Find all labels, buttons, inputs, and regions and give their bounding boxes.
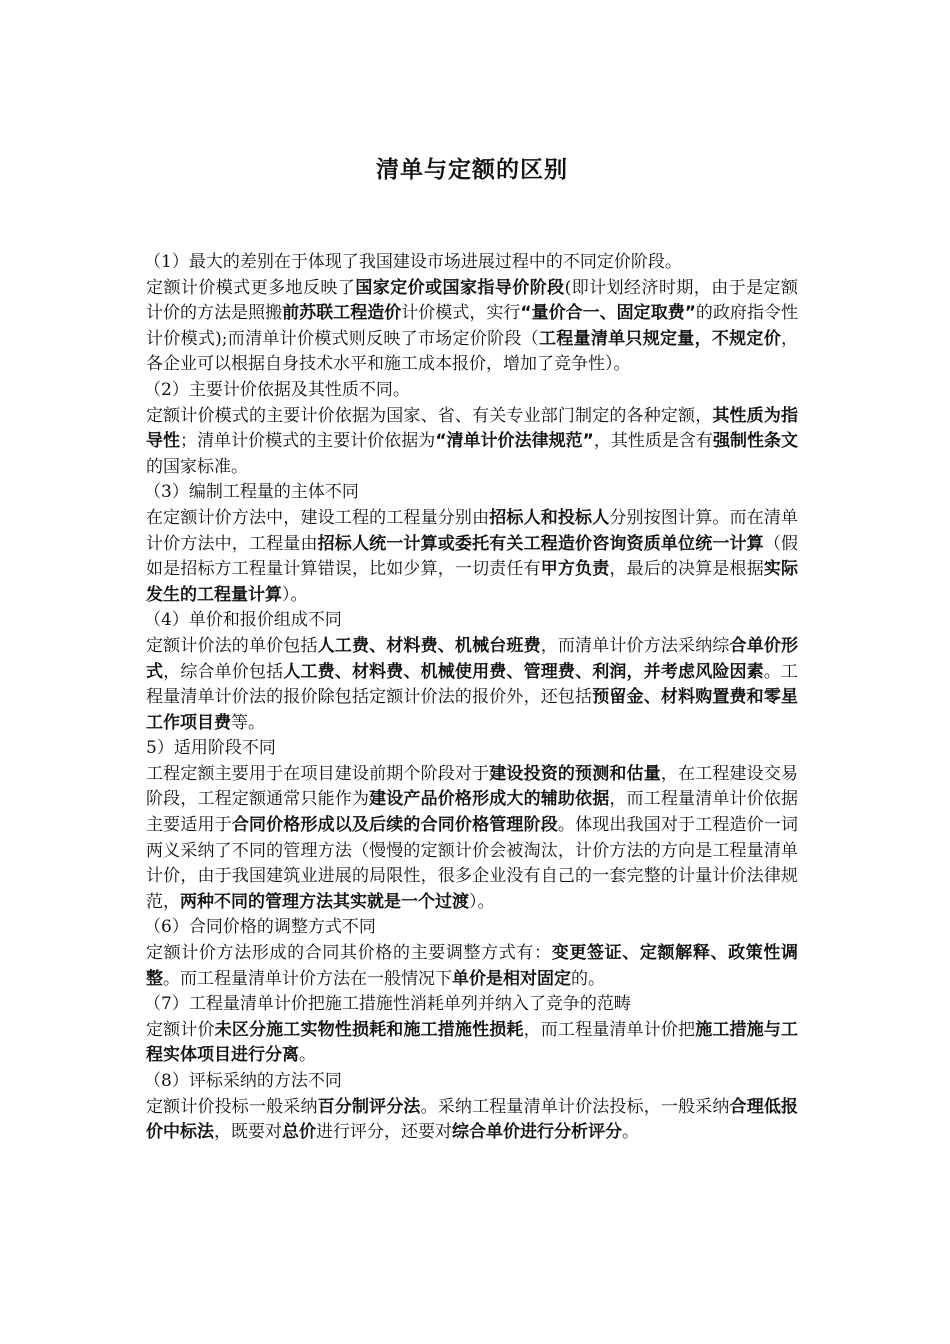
text-run: 。体现出我国对于工程造价一词两义采纳了不同的管理方法（慢慢的定额计价会被淘汰，计价方法的方向是工程量清单计价，由于我国建筑业进展的局限性，很多企业没有自己的一套完整的计量计价法律规范， bbox=[146, 815, 799, 912]
text-run: 定额计价法的单价包括 bbox=[146, 635, 318, 656]
text-run: ，而工程量清单计价把 bbox=[523, 1019, 696, 1040]
section-paragraph bbox=[146, 1018, 798, 1069]
text-run: 分别按图计算。而在清单计价方法中，工程量由 bbox=[146, 507, 799, 554]
bold-text-run: 人工费、材料费、机械台班费 bbox=[317, 635, 541, 656]
document-page bbox=[146, 150, 798, 1146]
bold-text-run: 甲方负责 bbox=[540, 559, 610, 580]
bold-text-run: 人工费、材料费、机械使用费、管理费、利润，并考虑风险因素 bbox=[283, 661, 764, 682]
section-paragraph bbox=[146, 1095, 798, 1146]
bold-text-run: 招标人统一计算或委托有关工程造价咨询资质单位统一计算 bbox=[317, 533, 764, 554]
section-heading: （8）评标采纳的方法不同 bbox=[144, 1071, 342, 1091]
section-heading: （1）最大的差别在于体现了我国建设市场进展过程中的不同定价阶段。 bbox=[144, 252, 682, 272]
text-run: ，在工程建设交易阶段，工程定额通常只能作为 bbox=[146, 763, 799, 810]
text-run: ，最后的决算是根据 bbox=[609, 559, 764, 580]
text-run: 。工程量清单计价法的报价除包括定额计价法的报价外，还包括 bbox=[146, 661, 799, 708]
bold-text-run: 其性质为指导性 bbox=[146, 405, 799, 452]
bold-text-run: 总价 bbox=[282, 1122, 316, 1143]
text-run: 定额计价投标一般采纳 bbox=[146, 1096, 318, 1117]
text-run: 的国家标准。 bbox=[146, 456, 248, 477]
section-paragraph bbox=[146, 762, 798, 916]
bold-text-run: 预留金、材料购置费和零星工作项目费 bbox=[146, 687, 799, 733]
bold-text-run: 施工措施与工程实体项目进行分离 bbox=[146, 1019, 799, 1066]
bold-text-run: 国家定价或国家指导价阶段 bbox=[355, 277, 565, 298]
text-run: 工程定额主要用于在项目建设前期个阶段对于 bbox=[146, 763, 490, 784]
text-run: 等。 bbox=[231, 712, 265, 733]
bold-text-run: 前苏联工程造价 bbox=[282, 303, 402, 324]
bold-text-run: 综合单价进行分析评分 bbox=[452, 1122, 622, 1143]
document-body bbox=[146, 250, 798, 1146]
text-run: 定额计价模式更多地反映了 bbox=[146, 277, 356, 298]
bold-text-run: “量价合一、固定取费” bbox=[520, 303, 696, 324]
text-run: ，综合单价包括 bbox=[163, 661, 284, 682]
bold-text-run: 单价是相对固定 bbox=[452, 968, 571, 989]
section-paragraph bbox=[146, 941, 798, 992]
text-run: ；清单计价模式的主要计价依据为 bbox=[180, 431, 436, 452]
section-heading: （3）编制工程量的主体不同 bbox=[144, 482, 359, 503]
bold-text-run: 工程量清单只规定量，不规定价 bbox=[538, 328, 782, 349]
bold-text-run: 建设投资的预测和估量 bbox=[489, 763, 661, 784]
document-title: 清单与定额的区别 bbox=[376, 157, 568, 183]
section-heading: （2）主要计价依据及其性质不同。 bbox=[144, 379, 410, 400]
bold-text-run: “清单计价法律规范” bbox=[435, 431, 594, 452]
text-run: 计价模式，实行 bbox=[401, 303, 521, 324]
section-paragraph bbox=[146, 634, 798, 736]
bold-text-run: 强制性条文 bbox=[712, 431, 799, 452]
text-run: 的。 bbox=[571, 968, 605, 989]
text-run: ，而清单计价方法采纳综 bbox=[540, 635, 730, 656]
text-run: (即计划经济时期，由于是定额计价的方法是照搬 bbox=[146, 277, 799, 324]
bold-text-run: 实际发生的工程量计算 bbox=[146, 559, 799, 605]
text-run: ，各企业可以根据自身技术水平和施工成本报价，增加了竞争性）。 bbox=[146, 328, 799, 375]
section-paragraph bbox=[146, 506, 798, 608]
text-run: 。而工程量清单计价方法在一般情况下 bbox=[163, 968, 452, 989]
text-run: ）。 bbox=[282, 584, 308, 605]
bold-text-run: 合理低报价中标法 bbox=[146, 1096, 799, 1143]
bold-text-run: 合同价格形成以及后续的合同价格管理阶段 bbox=[231, 815, 558, 836]
section-heading: 5）适用阶段不同 bbox=[146, 738, 276, 759]
section-heading: （4）单价和报价组成不同 bbox=[144, 610, 342, 631]
text-run: 定额计价方法形成的合同其价格的主要调整方式有： bbox=[146, 943, 552, 964]
section-heading: （7）工程量清单计价把施工措施性消耗单列并纳入了竞争的范畴 bbox=[144, 994, 631, 1015]
bold-text-run: 百分制评分法 bbox=[317, 1096, 421, 1117]
text-run: 。 bbox=[622, 1122, 639, 1143]
text-run: 。采纳工程量清单计价法投标，一般采纳 bbox=[420, 1096, 730, 1117]
text-run: 的政府指令性计价模式);而清单计价模式则反映了市场定价阶段（ bbox=[146, 303, 799, 349]
text-run: ，其性质是含有 bbox=[593, 431, 713, 452]
section-heading: （6）合同价格的调整方式不同 bbox=[144, 917, 376, 938]
text-run: （假如是招标方工程量计算错误，比如少算，一切责任有 bbox=[146, 533, 799, 580]
text-run: ）。 bbox=[469, 891, 495, 912]
text-run: ，既要对 bbox=[214, 1122, 282, 1143]
text-run: ，而工程量清单计价依据主要适用于 bbox=[146, 789, 799, 836]
bold-text-run: 未区分施工实物性损耗和施工措施性损耗 bbox=[214, 1019, 524, 1040]
bold-text-run: 变更签证、定额解释、政策性调整 bbox=[146, 943, 799, 989]
text-run: 。 bbox=[299, 1045, 316, 1066]
text-run: 在定额计价方法中，建设工程的工程量分别由 bbox=[146, 507, 490, 528]
bold-text-run: 建设产品价格形成大的辅助依据 bbox=[369, 789, 610, 810]
text-run: 进行评分，还要对 bbox=[316, 1122, 452, 1143]
bold-text-run: 招标人和投标人 bbox=[489, 507, 610, 528]
bold-text-run: 两种不同的管理方法其实就是一个过渡 bbox=[180, 891, 469, 912]
text-run: 定额计价模式的主要计价依据为国家、省、有关专业部门制定的各种定额， bbox=[146, 405, 713, 426]
bold-text-run: 合单价形式 bbox=[146, 635, 799, 682]
section-paragraph bbox=[146, 276, 798, 378]
text-run: 定额计价 bbox=[146, 1019, 215, 1040]
section-paragraph bbox=[146, 404, 798, 481]
